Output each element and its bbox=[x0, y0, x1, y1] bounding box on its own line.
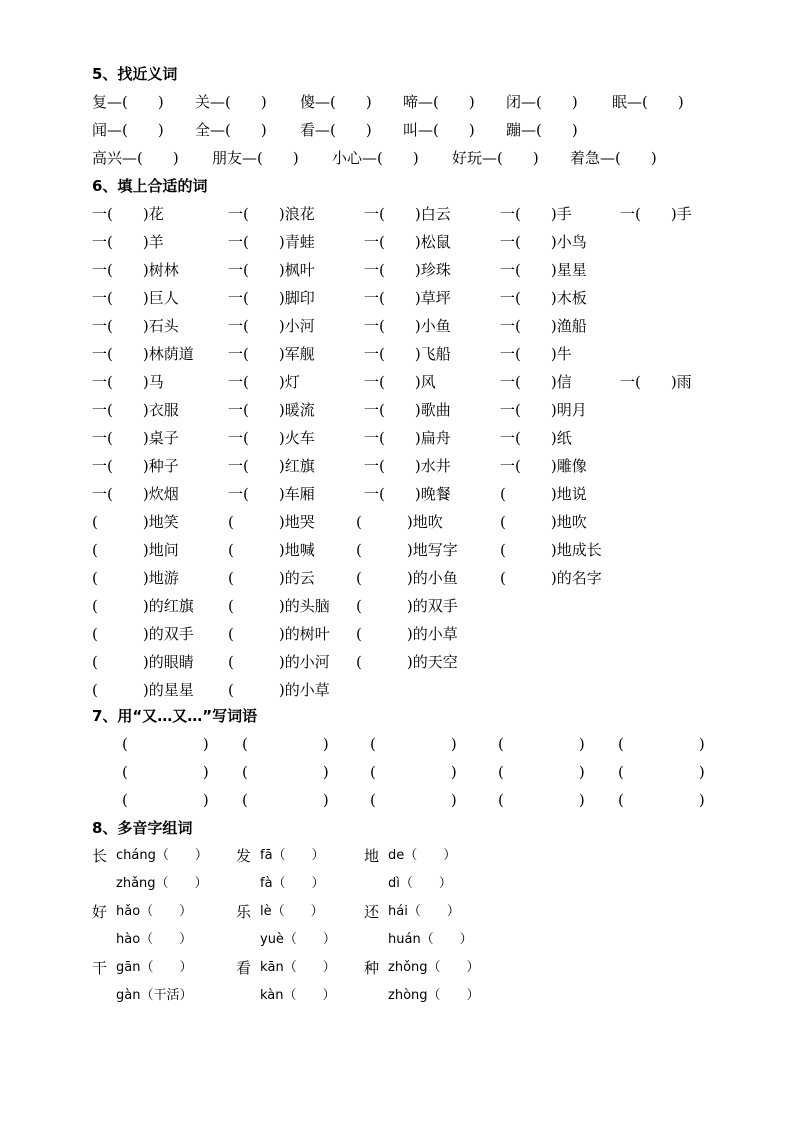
blank-pair: ( ) bbox=[122, 763, 209, 781]
fill-item: 一( )羊 bbox=[92, 233, 164, 251]
fill-item: 一( )灯 bbox=[228, 373, 300, 391]
fill-item: ( )地游 bbox=[92, 569, 179, 587]
blank-pair: ( ) bbox=[122, 791, 209, 809]
pinyin-item: hái（ ） bbox=[388, 904, 460, 919]
fill-item: 一( )手 bbox=[500, 205, 572, 223]
polyphone-char: 乐 bbox=[236, 903, 252, 921]
fill-item: 一( )水井 bbox=[364, 457, 451, 475]
synonym-item: 复—( ) bbox=[92, 93, 164, 111]
fill-item: 一( )青蛙 bbox=[228, 233, 315, 251]
fill-item: 一( )马 bbox=[92, 373, 164, 391]
polyphone-char: 发 bbox=[236, 847, 252, 865]
fill-item: ( )的小鱼 bbox=[356, 569, 458, 587]
fill-item: 一( )桌子 bbox=[92, 429, 179, 447]
fill-item: ( )地喊 bbox=[228, 541, 315, 559]
blank-pair: ( ) bbox=[498, 735, 585, 753]
blank-pair: ( ) bbox=[122, 735, 209, 753]
fill-item: ( )地吹 bbox=[500, 513, 587, 531]
synonym-item: 看—( ) bbox=[300, 121, 372, 139]
synonym-item: 叫—( ) bbox=[403, 121, 475, 139]
pinyin-item: hào（ ） bbox=[116, 932, 193, 947]
blank-pair: ( ) bbox=[242, 735, 329, 753]
fill-item: 一( )暖流 bbox=[228, 401, 315, 419]
fill-item: 一( )树林 bbox=[92, 261, 179, 279]
fill-item: 一( )雕像 bbox=[500, 457, 587, 475]
fill-item: 一( )衣服 bbox=[92, 401, 179, 419]
fill-item: 一( )松鼠 bbox=[364, 233, 451, 251]
fill-item: 一( )纸 bbox=[500, 429, 572, 447]
pinyin-item: fà（ ） bbox=[260, 876, 325, 891]
blank-pair: ( ) bbox=[370, 791, 457, 809]
section5-title: 5、找近义词 bbox=[92, 65, 178, 83]
pinyin-item: lè（ ） bbox=[260, 904, 324, 919]
fill-item: 一( )草坪 bbox=[364, 289, 451, 307]
pinyin-item: yuè（ ） bbox=[260, 932, 336, 947]
pinyin-item: hǎo（ ） bbox=[116, 904, 193, 919]
fill-item: 一( )浪花 bbox=[228, 205, 315, 223]
pinyin-item: dì（ ） bbox=[388, 876, 452, 891]
synonym-item: 着急—( ) bbox=[570, 149, 657, 167]
synonym-item: 眠—( ) bbox=[612, 93, 684, 111]
fill-item: 一( )明月 bbox=[500, 401, 587, 419]
synonym-item: 小心—( ) bbox=[332, 149, 419, 167]
pinyin-item: zhǎng（ ） bbox=[116, 876, 208, 891]
fill-item: 一( )飞船 bbox=[364, 345, 451, 363]
synonym-item: 蹦—( ) bbox=[506, 121, 578, 139]
blank-pair: ( ) bbox=[370, 735, 457, 753]
fill-item: 一( )珍珠 bbox=[364, 261, 451, 279]
fill-item: ( )地成长 bbox=[500, 541, 602, 559]
fill-item: ( )的星星 bbox=[92, 681, 194, 699]
fill-item: 一( )雨 bbox=[620, 373, 692, 391]
fill-item: ( )地哭 bbox=[228, 513, 315, 531]
polyphone-char: 种 bbox=[364, 959, 380, 977]
fill-item: 一( )歌曲 bbox=[364, 401, 451, 419]
blank-pair: ( ) bbox=[242, 791, 329, 809]
fill-item: 一( )火车 bbox=[228, 429, 315, 447]
pinyin-item: zhǒng（ ） bbox=[388, 960, 480, 975]
fill-item: 一( )风 bbox=[364, 373, 436, 391]
synonym-item: 好玩—( ) bbox=[452, 149, 539, 167]
synonym-item: 啼—( ) bbox=[403, 93, 475, 111]
fill-item: 一( )红旗 bbox=[228, 457, 315, 475]
fill-item: ( )地笑 bbox=[92, 513, 179, 531]
fill-item: 一( )小鸟 bbox=[500, 233, 587, 251]
synonym-item: 全—( ) bbox=[195, 121, 267, 139]
fill-item: 一( )手 bbox=[620, 205, 692, 223]
blank-pair: ( ) bbox=[370, 763, 457, 781]
fill-item: ( )的树叶 bbox=[228, 625, 330, 643]
blank-pair: ( ) bbox=[618, 763, 705, 781]
fill-item: 一( )石头 bbox=[92, 317, 179, 335]
polyphone-char: 看 bbox=[236, 959, 252, 977]
fill-item: ( )的头脑 bbox=[228, 597, 330, 615]
polyphone-char: 地 bbox=[364, 847, 380, 865]
blank-pair: ( ) bbox=[618, 791, 705, 809]
synonym-item: 关—( ) bbox=[195, 93, 267, 111]
polyphone-char: 好 bbox=[92, 903, 108, 921]
pinyin-item: gàn（干活） bbox=[116, 988, 193, 1003]
pinyin-item: huán（ ） bbox=[388, 932, 473, 947]
fill-item: ( )的天空 bbox=[356, 653, 458, 671]
fill-item: 一( )林荫道 bbox=[92, 345, 194, 363]
fill-item: ( )的云 bbox=[228, 569, 315, 587]
pinyin-item: kān（ ） bbox=[260, 960, 336, 975]
fill-item: ( )的名字 bbox=[500, 569, 602, 587]
pinyin-item: gān（ ） bbox=[116, 960, 193, 975]
fill-item: 一( )木板 bbox=[500, 289, 587, 307]
pinyin-item: de（ ） bbox=[388, 848, 457, 863]
fill-item: 一( )牛 bbox=[500, 345, 572, 363]
fill-item: 一( )晚餐 bbox=[364, 485, 451, 503]
section8-title: 8、多音字组词 bbox=[92, 819, 193, 837]
blank-pair: ( ) bbox=[242, 763, 329, 781]
pinyin-item: fā（ ） bbox=[260, 848, 325, 863]
fill-item: 一( )枫叶 bbox=[228, 261, 315, 279]
section6-title: 6、填上合适的词 bbox=[92, 177, 208, 195]
fill-item: ( )地问 bbox=[92, 541, 179, 559]
fill-item: 一( )星星 bbox=[500, 261, 587, 279]
polyphone-char: 还 bbox=[364, 903, 380, 921]
synonym-item: 闭—( ) bbox=[506, 93, 578, 111]
fill-item: 一( )巨人 bbox=[92, 289, 179, 307]
fill-item: 一( )车厢 bbox=[228, 485, 315, 503]
fill-item: 一( )白云 bbox=[364, 205, 451, 223]
synonym-item: 朋友—( ) bbox=[212, 149, 299, 167]
fill-item: ( )的红旗 bbox=[92, 597, 194, 615]
fill-item: 一( )脚印 bbox=[228, 289, 315, 307]
pinyin-item: kàn（ ） bbox=[260, 988, 336, 1003]
fill-item: 一( )扁舟 bbox=[364, 429, 451, 447]
section7-title: 7、用“又…又…”写词语 bbox=[92, 707, 258, 725]
polyphone-char: 干 bbox=[92, 959, 108, 977]
fill-item: ( )的小河 bbox=[228, 653, 330, 671]
fill-item: ( )地说 bbox=[500, 485, 587, 503]
fill-item: ( )地写字 bbox=[356, 541, 458, 559]
fill-item: 一( )花 bbox=[92, 205, 164, 223]
fill-item: ( )地吹 bbox=[356, 513, 443, 531]
pinyin-item: cháng（ ） bbox=[116, 848, 208, 863]
fill-item: ( )的小草 bbox=[228, 681, 330, 699]
blank-pair: ( ) bbox=[498, 763, 585, 781]
synonym-item: 高兴—( ) bbox=[92, 149, 179, 167]
fill-item: ( )的双手 bbox=[92, 625, 194, 643]
fill-item: 一( )炊烟 bbox=[92, 485, 179, 503]
blank-pair: ( ) bbox=[498, 791, 585, 809]
fill-item: ( )的小草 bbox=[356, 625, 458, 643]
synonym-item: 闻—( ) bbox=[92, 121, 164, 139]
fill-item: ( )的眼睛 bbox=[92, 653, 194, 671]
polyphone-char: 长 bbox=[92, 847, 108, 865]
fill-item: 一( )种子 bbox=[92, 457, 179, 475]
pinyin-item: zhòng（ ） bbox=[388, 988, 480, 1003]
fill-item: 一( )渔船 bbox=[500, 317, 587, 335]
fill-item: ( )的双手 bbox=[356, 597, 458, 615]
fill-item: 一( )军舰 bbox=[228, 345, 315, 363]
blank-pair: ( ) bbox=[618, 735, 705, 753]
fill-item: 一( )信 bbox=[500, 373, 572, 391]
fill-item: 一( )小河 bbox=[228, 317, 315, 335]
synonym-item: 傻—( ) bbox=[300, 93, 372, 111]
fill-item: 一( )小鱼 bbox=[364, 317, 451, 335]
